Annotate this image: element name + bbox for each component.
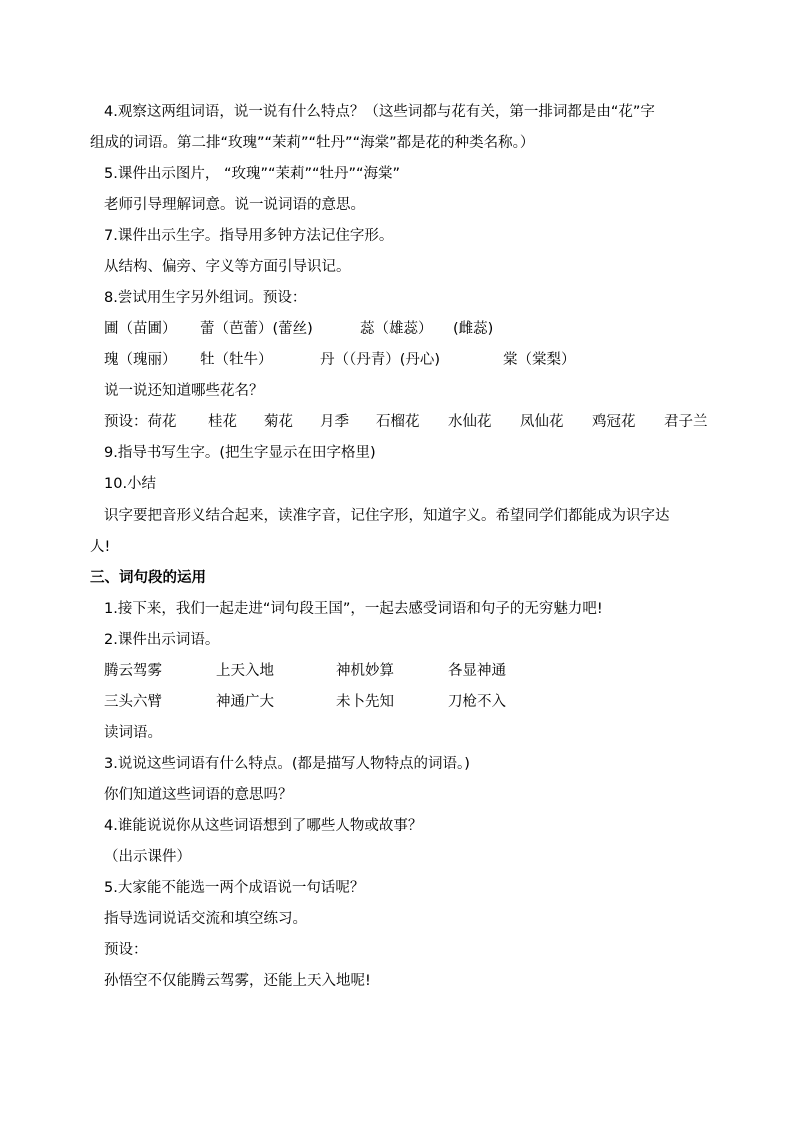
paragraph-item-7: 7.课件出示生字。指导用多钟方法记住字形。: [104, 228, 394, 244]
paragraph-example: 孙悟空不仅能腾云驾雾，还能上天入地呢!: [104, 973, 371, 989]
flower-item: 预设：荷花: [104, 414, 177, 430]
flower-item: 凤仙花: [520, 414, 564, 430]
word-cell: 蕾（芭蕾）(蕾丝): [200, 321, 313, 337]
paragraph-s3-2: 2.课件出示词语。: [104, 632, 220, 648]
idiom-cell: 三头六臂: [104, 694, 162, 710]
paragraph-item-5: 5.课件出示图片， “玫瑰”“茉莉”“牡丹”“海棠”: [104, 166, 401, 182]
idiom-cell: 刀枪不入: [448, 694, 506, 710]
flower-item: 君子兰: [664, 414, 708, 430]
flower-item: 石榴花: [376, 414, 420, 430]
word-cell: 牡（牡牛）: [200, 352, 273, 368]
flower-item: 桂花: [208, 414, 237, 430]
word-cell: 棠（棠梨）: [503, 352, 576, 368]
section-heading: 三、词句段的运用: [90, 570, 206, 586]
paragraph-s3-4: 4.谁能说说你从这些词语想到了哪些人物或故事？: [104, 818, 423, 834]
paragraph-read: 读词语。: [104, 725, 162, 741]
idiom-cell: 神通广大: [216, 694, 274, 710]
idiom-cell: 神机妙算: [336, 663, 394, 679]
idiom-cell: 未卜先知: [336, 694, 394, 710]
flower-item: 水仙花: [448, 414, 492, 430]
paragraph-s3-5b: 指导选词说话交流和填空练习。: [104, 911, 307, 927]
paragraph-s3-5: 5.大家能不能选一两个成语说一句话呢？: [104, 880, 365, 896]
paragraph-guide: 老师引导理解词意。说一说词语的意思。: [104, 197, 365, 213]
paragraph-item-4: 4.观察这两组词语，说一说有什么特点？（这些词都与花有关，第一排词都是由“花”字: [104, 104, 655, 120]
word-cell: (雌蕊): [453, 321, 494, 337]
flower-item: 菊花: [264, 414, 293, 430]
flower-item: 月季: [320, 414, 349, 430]
idiom-cell: 腾云驾雾: [104, 663, 162, 679]
word-cell: 圃（苗圃）: [104, 321, 177, 337]
paragraph-s3-3: 3.说说这些词语有什么特点。(都是描写人物特点的词语。): [104, 756, 470, 772]
paragraph-flowers-question: 说一说还知道哪些花名？: [104, 383, 264, 399]
word-cell: 蕊（雄蕊）: [360, 321, 433, 337]
idiom-cell: 各显神通: [448, 663, 506, 679]
idiom-cell: 上天入地: [216, 663, 274, 679]
paragraph-item-4-cont: 组成的词语。第二排“玫瑰”“茉莉”“牡丹”“海棠”都是花的种类名称。）: [90, 135, 535, 151]
paragraph-preset: 预设：: [104, 942, 148, 958]
word-cell: 瑰（瑰丽）: [104, 352, 177, 368]
paragraph-s3-4b: （出示课件）: [104, 849, 191, 865]
paragraph-s3-1: 1.接下来，我们一起走进“词句段王国”，一起去感受词语和句子的无穷魅力吧!: [104, 601, 603, 617]
paragraph-summary-cont: 人!: [90, 539, 111, 555]
paragraph-item-8: 8.尝试用生字另外组词。预设：: [104, 290, 307, 306]
paragraph-item-9: 9.指导书写生字。(把生字显示在田字格里): [104, 445, 376, 461]
flower-item: 鸡冠花: [592, 414, 636, 430]
word-cell: 丹（（丹青）(丹心): [320, 352, 441, 368]
paragraph-summary: 识字要把音形义结合起来，读准字音，记住字形，知道字义。希望同学们都能成为识字达: [104, 508, 670, 524]
paragraph-s3-3b: 你们知道这些词语的意思吗？: [104, 787, 293, 803]
paragraph-structure: 从结构、偏旁、字义等方面引导识记。: [104, 259, 351, 275]
paragraph-item-10: 10.小结: [104, 476, 157, 492]
